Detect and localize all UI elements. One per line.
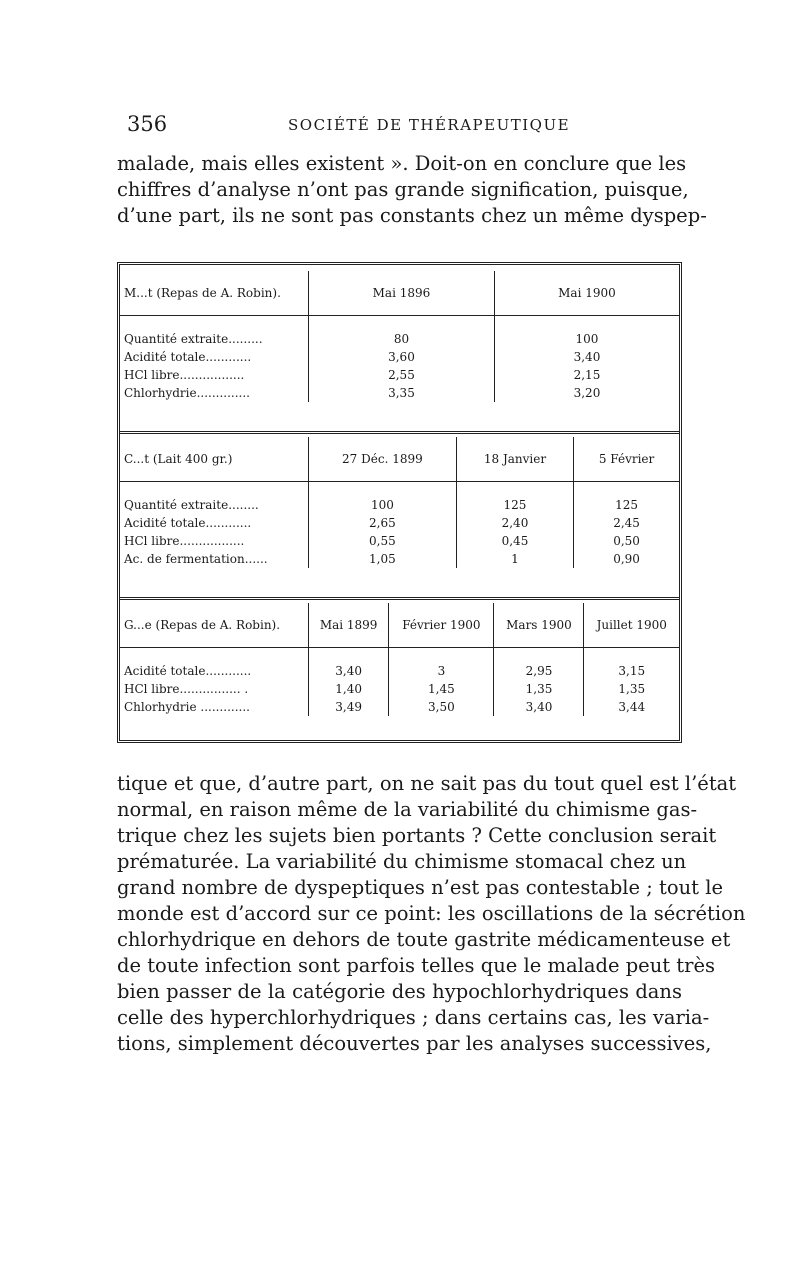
cell-value: 0,90 bbox=[574, 550, 679, 568]
row-label: Chlorhydrie.............. bbox=[124, 386, 250, 400]
column-header: Mai 1899 bbox=[309, 603, 389, 648]
text-line: normal, en raison même de la variabilité du chimisme gas- bbox=[117, 798, 698, 821]
cell-value: 2,65 bbox=[309, 514, 457, 532]
text-line: grand nombre de dyspeptiques n’est pas contestable ; tout le bbox=[117, 876, 723, 899]
row-label: Quantité extraite........ bbox=[124, 498, 259, 512]
cell-value: 2,15 bbox=[494, 366, 679, 384]
cell-value: 125 bbox=[456, 496, 573, 514]
column-header: 5 Février bbox=[574, 437, 679, 482]
cell-value: 0,50 bbox=[574, 532, 679, 550]
table-row bbox=[120, 532, 679, 550]
text-line: monde est d’accord sur ce point: les oscillations de la sécrétion bbox=[117, 902, 746, 925]
row-label: Ac. de fermentation...... bbox=[124, 552, 268, 566]
column-header: 27 Déc. 1899 bbox=[309, 437, 457, 482]
table-row bbox=[120, 348, 679, 366]
table-row bbox=[120, 514, 679, 532]
table-section-m bbox=[120, 271, 679, 402]
running-title: SOCIÉTÉ DE THÉRAPEUTIQUE bbox=[288, 116, 571, 134]
row-label: Acidité totale............ bbox=[124, 350, 252, 364]
text-line: chiffres d’analyse n’ont pas grande signification, puisque, bbox=[117, 178, 689, 201]
cell-value: 2,55 bbox=[309, 366, 495, 384]
cell-value: 80 bbox=[309, 330, 495, 348]
table-row bbox=[120, 330, 679, 348]
table-section-c bbox=[120, 437, 679, 568]
text-line: celle des hyperchlorhydriques ; dans certains cas, les varia- bbox=[117, 1006, 710, 1029]
table-row bbox=[120, 366, 679, 384]
cell-value: 2,45 bbox=[574, 514, 679, 532]
section-divider bbox=[120, 431, 679, 434]
column-header: Février 1900 bbox=[389, 603, 494, 648]
table-row bbox=[120, 698, 679, 716]
text-line: tions, simplement découvertes par les analyses successives, bbox=[117, 1032, 712, 1055]
cell-value: 3 bbox=[389, 662, 494, 680]
text-line: malade, mais elles existent ». Doit-on en conclure que les bbox=[117, 152, 687, 175]
cell-value: 3,35 bbox=[309, 384, 495, 402]
row-label: Quantité extraite......... bbox=[124, 332, 263, 346]
text-line: d’une part, ils ne sont pas constants chez un même dyspep- bbox=[117, 204, 707, 227]
table-row bbox=[120, 496, 679, 514]
cell-value: 3,40 bbox=[494, 698, 584, 716]
cell-value: 125 bbox=[574, 496, 679, 514]
cell-value: 3,20 bbox=[494, 384, 679, 402]
row-label: Chlorhydrie ............. bbox=[124, 700, 250, 714]
cell-value: 3,15 bbox=[584, 662, 679, 680]
table-row bbox=[120, 662, 679, 680]
cell-value: 3,49 bbox=[309, 698, 389, 716]
cell-value: 3,40 bbox=[494, 348, 679, 366]
section-divider bbox=[120, 597, 679, 600]
text-line: trique chez les sujets bien portants ? Cette conclusion serait bbox=[117, 824, 717, 847]
cell-value: 2,40 bbox=[456, 514, 573, 532]
row-label: HCl libre................. bbox=[124, 534, 245, 548]
text-line: tique et que, d’autre part, on ne sait pas du tout quel est l’état bbox=[117, 772, 737, 795]
column-header: Mai 1900 bbox=[494, 271, 679, 316]
row-label: Acidité totale............ bbox=[124, 664, 252, 678]
row-label: HCl libre................ . bbox=[124, 682, 249, 696]
text-line: de toute infection sont parfois telles que le malade peut très bbox=[117, 954, 716, 977]
cell-value: 0,55 bbox=[309, 532, 457, 550]
cell-value: 1,05 bbox=[309, 550, 457, 568]
row-label: Acidité totale............ bbox=[124, 516, 252, 530]
row-label: HCl libre................. bbox=[124, 368, 245, 382]
cell-value: 1,45 bbox=[389, 680, 494, 698]
cell-value: 3,44 bbox=[584, 698, 679, 716]
cell-value: 1 bbox=[456, 550, 573, 568]
paragraph-top bbox=[117, 151, 707, 229]
cell-value: 0,45 bbox=[456, 532, 573, 550]
text-line: bien passer de la catégorie des hypochlorhydriques dans bbox=[117, 980, 682, 1003]
column-header: Mai 1896 bbox=[309, 271, 495, 316]
cell-value: 2,95 bbox=[494, 662, 584, 680]
table-label: G...e (Repas de A. Robin). bbox=[120, 603, 309, 648]
data-table bbox=[117, 262, 682, 743]
cell-value: 100 bbox=[309, 496, 457, 514]
cell-value: 100 bbox=[494, 330, 679, 348]
column-header: 18 Janvier bbox=[456, 437, 573, 482]
cell-value: 1,40 bbox=[309, 680, 389, 698]
text-line: chlorhydrique en dehors de toute gastrite médicamenteuse et bbox=[117, 928, 731, 951]
page-number: 356 bbox=[127, 112, 168, 136]
table-row bbox=[120, 550, 679, 568]
table-label: C...t (Lait 400 gr.) bbox=[120, 437, 309, 482]
table-row bbox=[120, 384, 679, 402]
table-label: M...t (Repas de A. Robin). bbox=[120, 271, 309, 316]
cell-value: 3,60 bbox=[309, 348, 495, 366]
paragraph-bottom bbox=[117, 771, 746, 1057]
text-line: prématurée. La variabilité du chimisme stomacal chez un bbox=[117, 850, 687, 873]
cell-value: 1,35 bbox=[494, 680, 584, 698]
cell-value: 3,50 bbox=[389, 698, 494, 716]
table-section-g bbox=[120, 603, 679, 716]
cell-value: 1,35 bbox=[584, 680, 679, 698]
column-header: Juillet 1900 bbox=[584, 603, 679, 648]
table-row bbox=[120, 680, 679, 698]
cell-value: 3,40 bbox=[309, 662, 389, 680]
column-header: Mars 1900 bbox=[494, 603, 584, 648]
